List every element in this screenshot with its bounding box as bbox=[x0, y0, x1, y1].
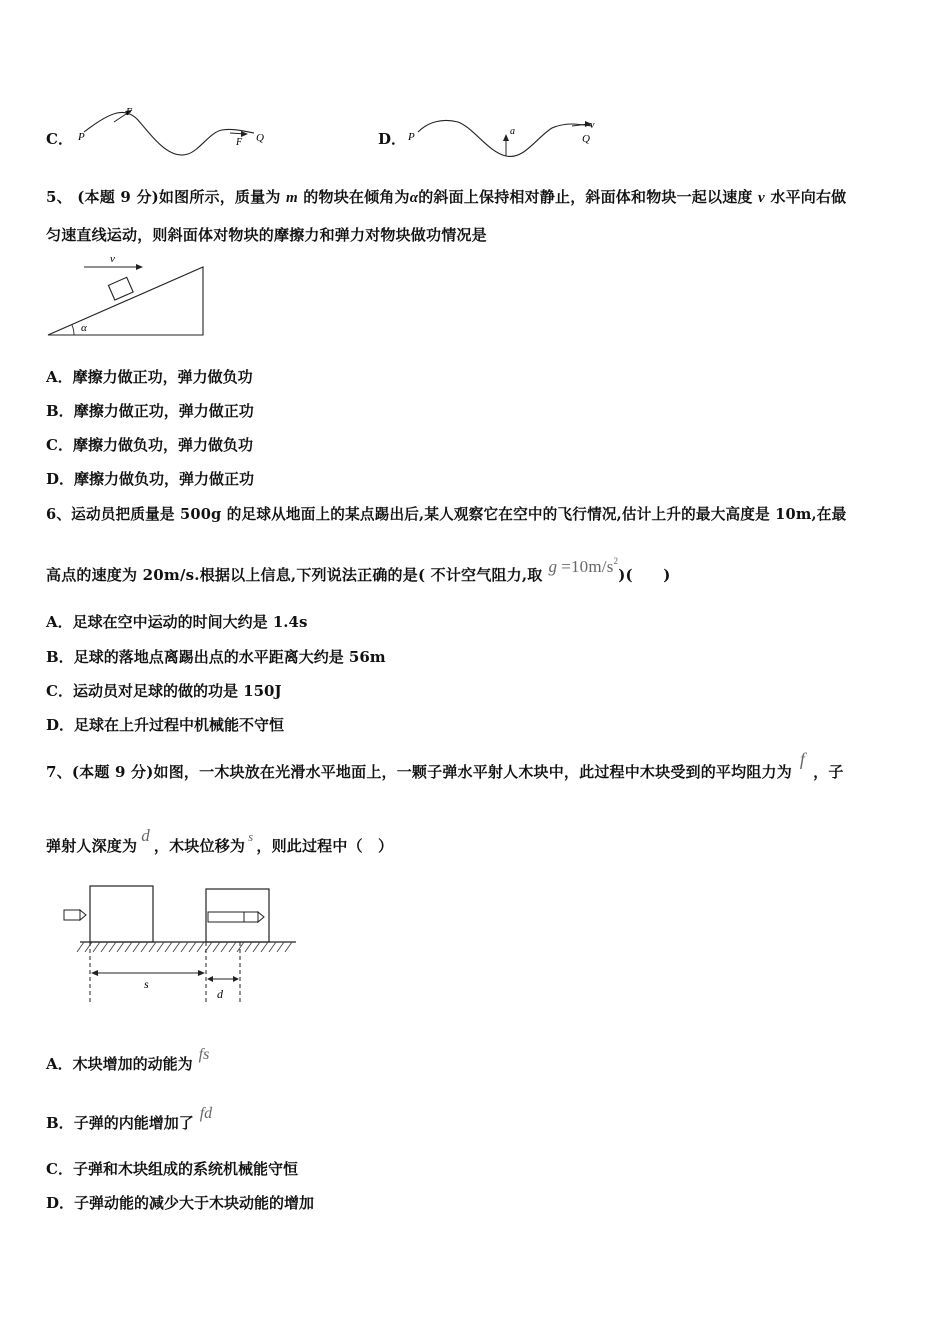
q5-stem-line-1: 5、 (本题 9 分)如图所示，质量为 m 的物块在倾角为α的斜面上保持相对静止，斜面体和物块一起以速度 v 水平向右做 bbox=[46, 188, 847, 206]
q6-stem-line-1: 6、运动员把质量是 500g 的足球从地面上的某点踢出后,某人观察它在空中的飞行情况,估计上升的最大高度是 10m,在最 bbox=[46, 506, 847, 523]
q5-incline-diagram bbox=[44, 252, 214, 342]
q7-option-c[interactable]: C．子弹和木块组成的系统机械能守恒 bbox=[46, 1160, 298, 1178]
option-c-label: C． bbox=[46, 130, 73, 148]
q7-d-symbol: d bbox=[141, 826, 150, 845]
q7-f-symbol: f bbox=[799, 749, 806, 769]
q6-option-d[interactable]: D．足球在上升过程中机械能不守恒 bbox=[46, 716, 285, 734]
point-p-label: P bbox=[408, 131, 415, 143]
q6-g-value: =10m/s bbox=[561, 557, 614, 576]
q5-option-b[interactable]: B．摩擦力做正功，弹力做正功 bbox=[46, 402, 254, 420]
q7-s-symbol: s bbox=[248, 829, 254, 844]
incline-v-label: v bbox=[110, 253, 115, 265]
q7-option-a[interactable]: A．木块增加的动能为fs bbox=[46, 1046, 210, 1073]
force-f-right-label: F bbox=[236, 137, 243, 148]
q5-option-a[interactable]: A．摩擦力做正功，弹力做负功 bbox=[46, 368, 253, 386]
velocity-v-label: v bbox=[590, 120, 595, 131]
option-d-label: D． bbox=[378, 130, 407, 148]
diagram-d-label: d bbox=[217, 987, 223, 1001]
q5-option-d[interactable]: D．摩擦力做负功，弹力做正功 bbox=[46, 470, 255, 488]
incline-alpha-label: α bbox=[81, 322, 87, 334]
q6-option-a[interactable]: A．足球在空中运动的时间大约是 1.4s bbox=[46, 613, 308, 631]
q5-mass-symbol: m bbox=[285, 190, 298, 206]
q6-stem-line-2: 高点的速度为 20m/s.根据以上信息,下列说法正确的是( 不计空气阻力,取 $g =10m/s^2$)( ) bbox=[46, 556, 671, 584]
option-c-wave-diagram bbox=[70, 100, 280, 162]
q6-g-exponent: 2 bbox=[613, 556, 619, 566]
q5-angle-symbol: α bbox=[409, 190, 419, 206]
q7-stem-line-2: 弹射人深度为d，木块位移为s，则此过程中（ ） bbox=[46, 826, 394, 855]
accel-a-label: a bbox=[510, 126, 515, 137]
q7-option-b[interactable]: B．子弹的内能增加了fd bbox=[46, 1105, 213, 1132]
q6-option-c[interactable]: C．运动员对足球的做的功是 150J bbox=[46, 682, 282, 700]
point-q-label: Q bbox=[582, 133, 590, 145]
q6-g-symbol: g bbox=[548, 557, 558, 576]
point-q-label: Q bbox=[256, 132, 264, 144]
option-d-wave-diagram bbox=[402, 110, 612, 162]
q7-stem-line-1: 7、(本题 9 分)如图，一木块放在光滑水平地面上，一颗子弹水平射人木块中，此过程中木块受到的平均阻力为f，子 bbox=[46, 749, 844, 781]
force-f-up-label: F bbox=[126, 107, 133, 118]
q7-option-d[interactable]: D．子弹动能的减少大于木块动能的增加 bbox=[46, 1194, 315, 1212]
diagram-s-label: s bbox=[144, 977, 149, 991]
q5-velocity-symbol: v bbox=[758, 190, 765, 206]
q5-stem-line-2: 匀速直线运动，则斜面体对物块的摩擦力和弹力对物块做功情况是 bbox=[46, 226, 487, 244]
q7-option-b-math: fd bbox=[199, 1105, 213, 1122]
q7-bullet-block-diagram bbox=[44, 876, 304, 1011]
q5-option-c[interactable]: C．摩擦力做负功，弹力做负功 bbox=[46, 436, 253, 454]
q7-option-a-math: fs bbox=[198, 1046, 210, 1063]
point-p-label: P bbox=[78, 131, 85, 143]
q6-option-b[interactable]: B．足球的落地点离踢出点的水平距离大约是 56m bbox=[46, 648, 386, 666]
